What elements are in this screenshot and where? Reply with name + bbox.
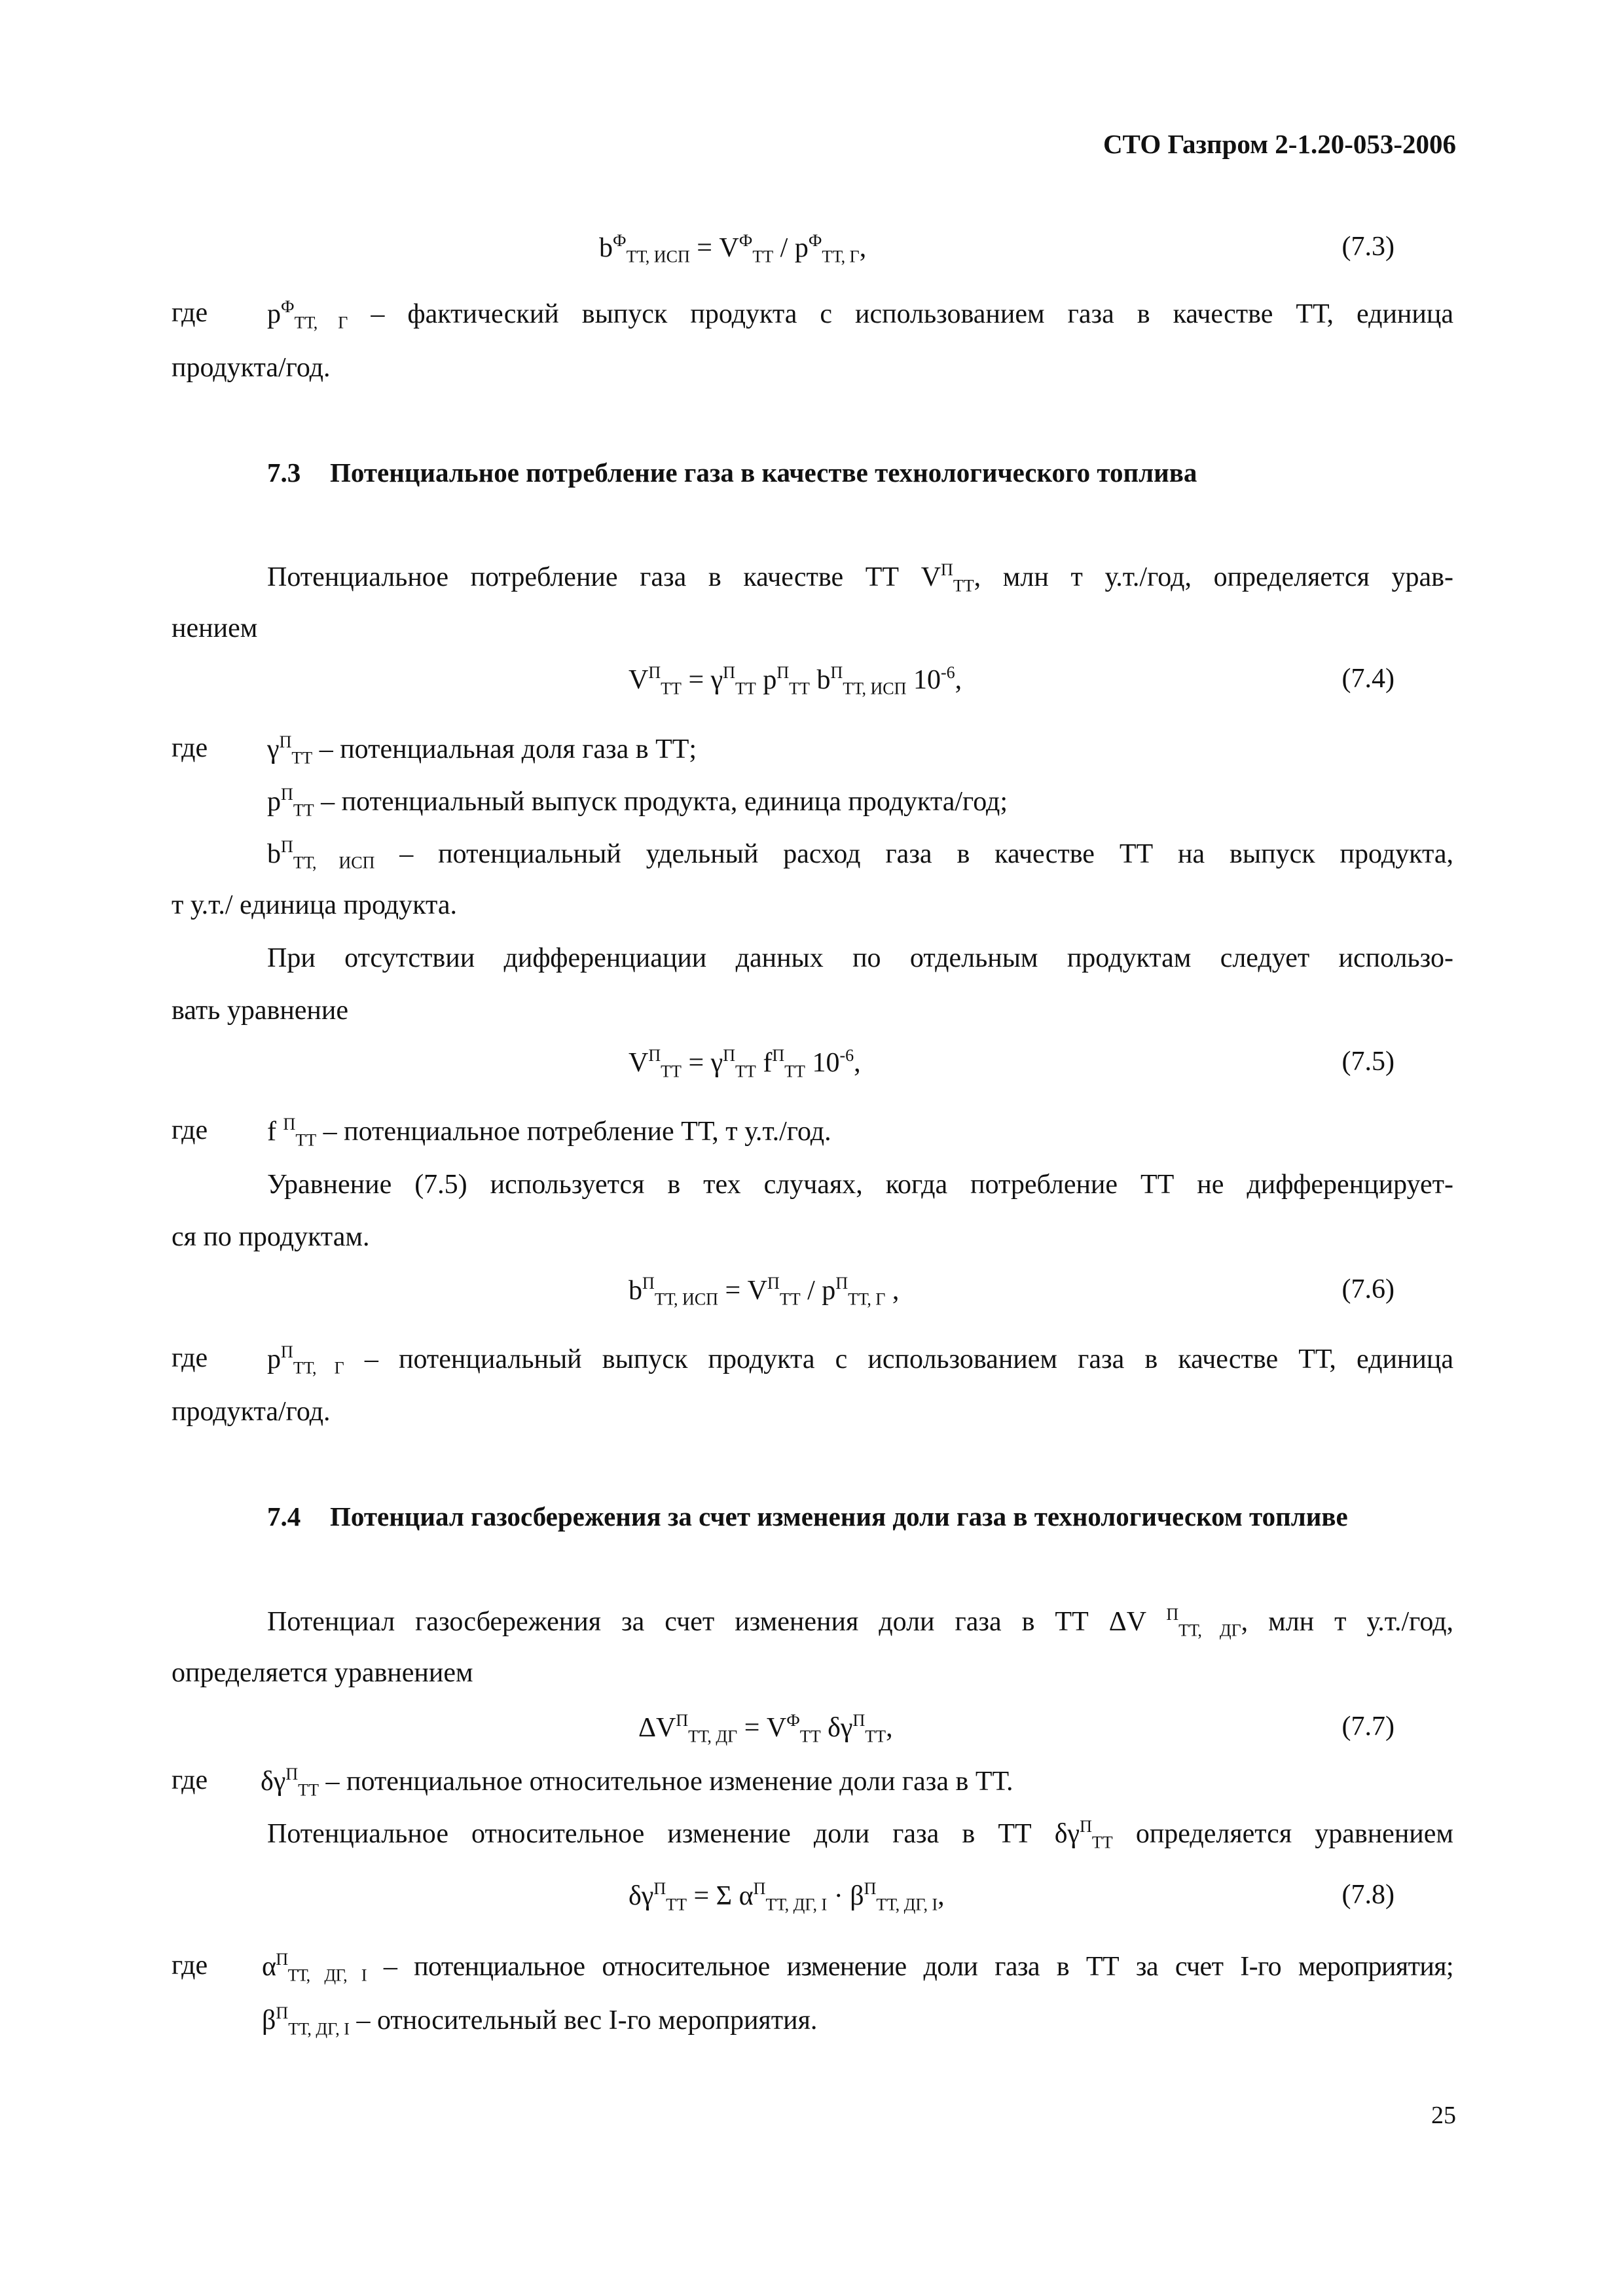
definition-text: – потенциальная доля газа в ТТ; xyxy=(312,734,697,765)
symbol-sup: П xyxy=(941,560,953,579)
symbol: β xyxy=(262,2005,276,2036)
formula-sub: ТТ xyxy=(789,679,810,698)
formula-text: 10 xyxy=(805,1048,840,1079)
formula-sub: ТТ xyxy=(865,1727,886,1746)
symbol-sub: ТТ xyxy=(1091,1833,1113,1852)
formula-sub: ТТ xyxy=(661,1062,682,1081)
definition-text: – фактический выпуск продукта с использованием газа в качестве ТТ, единица xyxy=(348,299,1453,330)
symbol: p xyxy=(267,1344,281,1375)
definition-text: – относительный вес I-го мероприятия. xyxy=(349,2005,818,2036)
definition-p-fact xyxy=(267,296,1453,333)
paragraph-text: определяется уравнением xyxy=(1112,1819,1454,1850)
formula-text: = γ xyxy=(681,1048,723,1079)
where-label: где xyxy=(172,1115,208,1145)
formula-sub: ТТ, Г xyxy=(848,1289,886,1309)
symbol-sup: П xyxy=(285,1765,299,1784)
symbol-sup: П xyxy=(281,1342,293,1361)
formula-sup: П xyxy=(648,663,661,682)
formula-sub: ТТ xyxy=(799,1727,821,1746)
symbol-sub: ТТ, ДГ, I xyxy=(287,1965,367,1985)
formula-text: = V xyxy=(718,1276,768,1306)
definition-continuation: продукта/год. xyxy=(172,1397,331,1427)
formula-sup: П xyxy=(852,1711,866,1730)
formula-number-7-6: (7.6) xyxy=(1341,1274,1395,1304)
formula-7-8 xyxy=(629,1878,945,1915)
page-number: 25 xyxy=(1431,2102,1456,2129)
formula-sub: ТТ, ДГ xyxy=(688,1727,738,1746)
formula-sub: ТТ xyxy=(735,679,756,698)
definition-text: – потенциальное относительное изменение доли газа в ТТ за счет I-го мероприятия; xyxy=(366,1952,1453,1982)
formula-text: p xyxy=(756,665,777,696)
definition-continuation: продукта/год. xyxy=(172,353,331,383)
formula-7-5 xyxy=(629,1045,861,1082)
formula-text: δγ xyxy=(629,1881,654,1912)
formula-sup: П xyxy=(835,1274,848,1293)
formula-sup: П xyxy=(648,1046,661,1065)
symbol-sup: П xyxy=(283,1115,296,1134)
paragraph-text: , млн т у.т./год, определяется урав- xyxy=(974,562,1453,593)
symbol-sup: Ф xyxy=(281,297,295,316)
formula-sub: ТТ, ДГ, I xyxy=(876,1895,938,1914)
symbol: f xyxy=(267,1117,283,1147)
formula-text: , xyxy=(955,665,962,696)
formula-text: · β xyxy=(827,1881,864,1912)
paragraph-line xyxy=(267,560,1453,596)
symbol: p xyxy=(267,787,281,817)
formula-sup: -6 xyxy=(839,1046,854,1065)
symbol-sup: П xyxy=(281,785,293,804)
formula-text: ΔV xyxy=(638,1713,676,1744)
formula-sub: ТТ xyxy=(784,1062,805,1081)
symbol: α xyxy=(262,1952,276,1982)
where-label: где xyxy=(172,298,208,328)
formula-text: b xyxy=(809,665,831,696)
symbol: p xyxy=(267,299,281,330)
symbol-sub: ТТ xyxy=(298,1780,319,1800)
formula-text: = Σ α xyxy=(686,1881,754,1912)
formula-sup: П xyxy=(776,663,790,682)
formula-sub: ТТ, ИСП xyxy=(626,247,690,266)
formula-text: , xyxy=(885,1276,900,1306)
formula-sub: ТТ, ДГ, I xyxy=(765,1895,828,1914)
symbol: b xyxy=(267,839,281,870)
symbol-sub: ТТ, ИСП xyxy=(293,853,375,872)
formula-number-7-7: (7.7) xyxy=(1341,1712,1395,1742)
formula-sup: П xyxy=(723,663,736,682)
formula-sub: ТТ xyxy=(666,1895,687,1914)
where-label: где xyxy=(172,1765,208,1795)
formula-text: b xyxy=(629,1276,642,1306)
formula-text: , xyxy=(938,1881,945,1912)
paragraph-line xyxy=(267,1816,1453,1853)
formula-sup: -6 xyxy=(940,663,955,682)
definition-continuation: т у.т./ единица продукта. xyxy=(172,890,458,920)
formula-sup: П xyxy=(676,1711,689,1730)
paragraph-continuation: ся по продуктам. xyxy=(172,1222,370,1252)
symbol-sub: ТТ, ДГ xyxy=(1178,1621,1241,1640)
formula-text: 10 xyxy=(906,665,941,696)
formula-sup: П xyxy=(653,1879,666,1898)
formula-sup: П xyxy=(642,1274,655,1293)
symbol: γ xyxy=(267,734,280,765)
formula-text: = V xyxy=(689,233,739,264)
formula-sup: Ф xyxy=(808,231,822,250)
symbol-sub: ТТ, Г xyxy=(293,1358,344,1378)
paragraph-text: Потенциальное относительное изменение доли газа в ТТ δγ xyxy=(267,1819,1080,1850)
formula-number-7-4: (7.4) xyxy=(1341,664,1395,694)
paragraph-continuation: нением xyxy=(172,613,258,643)
paragraph-line xyxy=(267,1604,1453,1641)
paragraph-text: Потенциальное потребление газа в качестве ТТ V xyxy=(267,562,941,593)
definition-gamma xyxy=(267,732,1453,768)
formula-number-7-5: (7.5) xyxy=(1341,1047,1395,1077)
section-number: 7.4 xyxy=(267,1501,301,1532)
formula-sub: ТТ xyxy=(661,679,682,698)
where-label: где xyxy=(172,1950,208,1981)
formula-text: δγ xyxy=(820,1713,853,1744)
definition-f xyxy=(267,1114,1453,1151)
symbol-sub: ТТ xyxy=(953,576,974,596)
definition-beta xyxy=(262,2003,1448,2039)
symbol-sub: ТТ, ДГ, I xyxy=(288,2019,350,2039)
definition-delta-gamma xyxy=(261,1764,1447,1801)
formula-7-3 xyxy=(599,230,866,267)
paragraph-continuation: вать уравнение xyxy=(172,996,349,1026)
formula-text: = V xyxy=(737,1713,787,1744)
formula-sub: ТТ, ИСП xyxy=(843,679,907,698)
formula-sup: Ф xyxy=(613,231,627,250)
formula-sup: П xyxy=(767,1274,780,1293)
section-number: 7.3 xyxy=(267,457,301,488)
symbol-sup: П xyxy=(1166,1605,1179,1624)
formula-sup: П xyxy=(772,1046,785,1065)
symbol-sup: П xyxy=(276,2003,289,2022)
section-title: Потенциальное потребление газа в качестве технологического топлива xyxy=(330,457,1197,488)
formula-sup: П xyxy=(830,663,843,682)
formula-sup: П xyxy=(723,1046,736,1065)
definition-text: – потенциальный удельный расход газа в качестве ТТ на выпуск продукта, xyxy=(374,839,1454,870)
symbol-sub: ТТ xyxy=(291,748,313,768)
formula-text: f xyxy=(756,1048,773,1079)
definition-text: – потенциальное потребление ТТ, т у.т./год. xyxy=(316,1117,831,1147)
definition-alpha xyxy=(262,1949,1453,1986)
formula-sup: Ф xyxy=(739,231,753,250)
formula-text: = γ xyxy=(681,665,723,696)
formula-text: V xyxy=(629,1048,649,1079)
formula-sub: ТТ xyxy=(752,247,774,266)
symbol-sup: П xyxy=(281,837,293,856)
definition-b xyxy=(267,836,1453,873)
formula-sub: ТТ xyxy=(735,1062,756,1081)
symbol: δγ xyxy=(261,1767,286,1797)
definition-text: – потенциальный выпуск продукта, единица продукта/год; xyxy=(314,787,1008,817)
formula-text: b xyxy=(599,233,613,264)
section-heading-7-3 xyxy=(267,457,1197,489)
paragraph-line: Уравнение (7.5) используется в тех случаях, когда потребление ТТ не дифференцирует- xyxy=(267,1170,1453,1200)
symbol-sup: П xyxy=(276,1950,288,1969)
definition-p-pot xyxy=(267,1342,1453,1378)
formula-7-4 xyxy=(629,662,962,699)
paragraph-line: При отсутствии дифференциации данных по отдельным продуктам следует использо- xyxy=(267,943,1453,973)
symbol-sup: П xyxy=(1080,1817,1092,1836)
document-header: СТО Газпром 2-1.20-053-2006 xyxy=(1103,129,1456,159)
where-label: где xyxy=(172,1343,208,1373)
formula-7-6 xyxy=(629,1273,899,1310)
where-label: где xyxy=(172,733,208,763)
section-heading-7-4 xyxy=(267,1501,1348,1533)
formula-text: V xyxy=(629,665,649,696)
paragraph-continuation: определяется уравнением xyxy=(172,1658,473,1688)
formula-text: , xyxy=(859,233,867,264)
formula-text: / p xyxy=(773,233,809,264)
formula-sup: Ф xyxy=(786,1711,800,1730)
formula-7-7 xyxy=(638,1710,893,1747)
formula-sup: П xyxy=(864,1879,877,1898)
symbol-sub: ТТ xyxy=(295,1130,317,1150)
formula-sub: ТТ xyxy=(779,1289,801,1309)
formula-sub: ТТ, Г xyxy=(822,247,860,266)
section-title: Потенциал газосбережения за счет изменения доли газа в технологическом топливе xyxy=(330,1501,1348,1532)
paragraph-text: , млн т у.т./год, xyxy=(1241,1607,1453,1638)
symbol-sup: П xyxy=(279,732,292,751)
formula-text: , xyxy=(854,1048,861,1079)
formula-text: , xyxy=(886,1713,893,1744)
symbol-sub: ТТ, Г xyxy=(294,313,348,332)
paragraph-text: Потенциал газосбережения за счет изменения доли газа в ТТ ΔV xyxy=(267,1607,1167,1638)
formula-sub: ТТ, ИСП xyxy=(654,1289,718,1309)
definition-text: – потенциальный выпуск продукта с использованием газа в качестве ТТ, единица xyxy=(344,1344,1453,1375)
formula-sup: П xyxy=(753,1879,766,1898)
symbol-sub: ТТ xyxy=(293,800,314,820)
definition-p xyxy=(267,784,1453,821)
formula-number-7-8: (7.8) xyxy=(1341,1880,1395,1910)
definition-text: – потенциальное относительное изменение доли газа в ТТ. xyxy=(318,1767,1013,1797)
formula-number-7-3: (7.3) xyxy=(1341,232,1395,262)
formula-text: / p xyxy=(800,1276,836,1306)
